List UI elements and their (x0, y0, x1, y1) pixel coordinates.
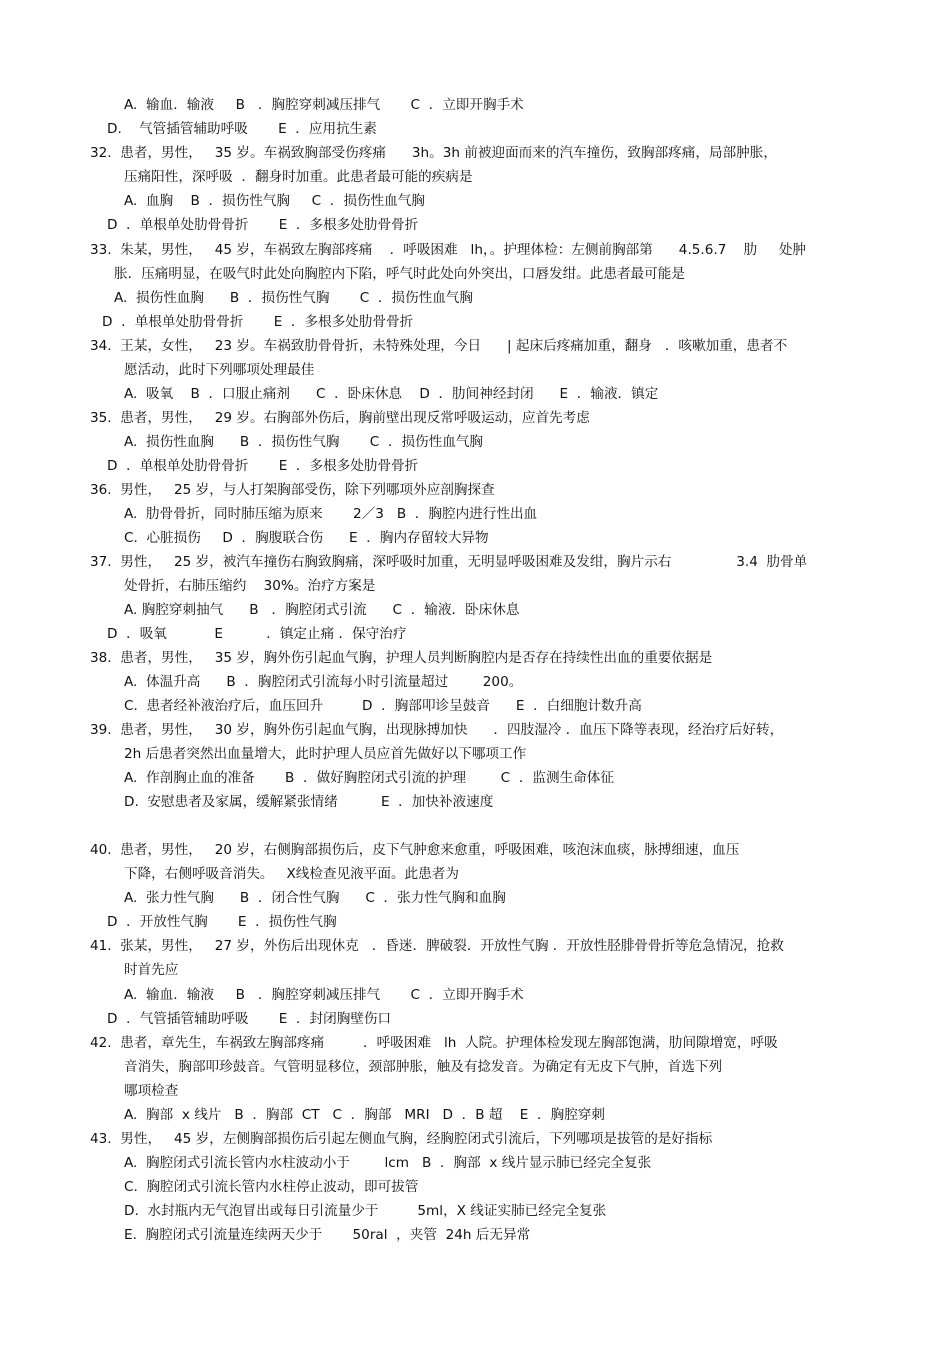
text-line: 下降，右侧呼吸音消失。 X线检查见液平面。此患者为 (124, 866, 459, 882)
text-line: 33. 朱某，男性， 45 岁，车祸致左胸部疼痛 ．呼吸困难 lh，。护理体检：左侧前胸部第 4.5.6.7 肋 处肿 (90, 242, 807, 258)
text-line: D ．气管插管辅助呼吸 E ．封闭胸壁伤口 (107, 1011, 392, 1027)
text-line: 时首先应 (124, 962, 179, 978)
text-line: 处骨折，右肺压缩约 30%。治疗方案是 (124, 578, 376, 594)
text-line: 愿活动，此时下列哪项处理最佳 (124, 362, 315, 378)
text-line: A. 胸腔闭式引流长管内水柱波动小于 lcm B ．胸部 x 线片显示肺已经完全复张 (124, 1155, 652, 1171)
text-line: 34. 王某，女性， 23 岁。车祸致肋骨骨折，未特殊处理，今日 | 起床后疼痛加重，翻身 ．咳嗽加重，患者不 (90, 338, 788, 354)
text-line: E. 胸腔闭式引流量连续两天少于 50ral ，夹管 24h 后无异常 (124, 1227, 531, 1243)
text-line: A. 张力性气胸 B ．闭合性气胸 C ．张力性气胸和血胸 (124, 890, 506, 906)
text-line: 32. 患者，男性， 35 岁。车祸致胸部受伤疼痛 3h。3h 前被迎面而来的汽车撞伤，致胸部疼痛，局部肿胀， (90, 145, 777, 161)
text-line: 43. 男性， 45 岁，左侧胸部损伤后引起左侧血气胸，经胸腔闭式引流后，下列哪项是拔管的是好指标 (90, 1131, 713, 1147)
text-line: 音消失，胸部叩珍鼓音。气管明显移位，颈部肿胀，触及有捻发音。为确定有无皮下气肿，首选下列 (124, 1059, 723, 1075)
text-line: 37. 男性， 25 岁，被汽车撞伤右胸致胸痛，深呼吸时加重，无明显呼吸困难及发绀，胸片示右 3.4 肋骨单 (90, 554, 808, 570)
text-line: C. 心脏损伤 D ．胸腹联合伤 E ．胸内存留较大异物 (124, 530, 489, 546)
text-line: A. 吸氧 B ．口服止痛剂 C ．卧床休息 D ．肋间神经封闭 E ．输液．镇定 (124, 386, 659, 402)
text-line: A. 血胸 B ．损伤性气胸 C ．损伤性血气胸 (124, 193, 425, 209)
text-line: 哪项检查 (124, 1083, 179, 1099)
text-line: C. 胸腔闭式引流长管内水柱停止波动，即可拔管 (124, 1179, 419, 1195)
text-line: A. 作剖胸止血的准备 B ．做好胸腔闭式引流的护理 C ．监测生命体征 (124, 770, 614, 786)
text-line: D ．开放性气胸 E ．损伤性气胸 (107, 914, 337, 930)
text-line: A. 输血．输液 B ．胸腔穿刺减压排气 C ．立即开胸手术 (124, 97, 524, 113)
text-line: A. 损伤性血胸 B ．损伤性气胸 C ．损伤性血气胸 (124, 434, 483, 450)
text-line: 39. 患者，男性， 30 岁，胸外伤引起血气胸，出现脉搏加快 ．四肢湿冷 ．血压下降等表现，经治疗后好转， (90, 722, 784, 738)
text-line: A. 胸腔穿刺抽气 B ．胸腔闭式引流 C ．输液．卧床休息 (124, 602, 520, 618)
text-line: D. 水封瓶内无气泡冒出或每日引流量少于 5ml，X 线证实肺已经完全复张 (124, 1203, 607, 1219)
text-line: 压痛阳性，深呼吸 ．翻身时加重。此患者最可能的疾病是 (124, 169, 473, 185)
text-line: 2h 后患者突然出血量增大，此时护理人员应首先做好以下哪项工作 (124, 746, 527, 762)
text-line: A. 肋骨骨折，同时肺压缩为原来 2／3 B ．胸腔内进行性出血 (124, 506, 538, 522)
text-line: 35. 患者，男性， 29 岁。右胸部外伤后，胸前壁出现反常呼吸运动，应首先考虑 (90, 410, 590, 426)
text-line: 41. 张某，男性， 27 岁，外伤后出现休克 ．昏迷．脾破裂．开放性气胸 ．开放性胫腓骨骨折等危急情况，抢救 (90, 938, 784, 954)
text-line: A. 输血．输液 B ．胸腔穿刺减压排气 C ．立即开胸手术 (124, 987, 524, 1003)
text-line: A. 体温升高 B ．胸腔闭式引流每小时引流量超过 200。 (124, 674, 523, 690)
text-line: C. 患者经补液治疗后，血压回升 D ．胸部叩诊呈鼓音 E ．白细胞计数升高 (124, 698, 642, 714)
text-line: D ．单根单处肋骨骨折 E ．多根多处肋骨骨折 (107, 458, 419, 474)
text-line: D ．单根单处肋骨骨折 E ．多根多处肋骨骨折 (102, 314, 414, 330)
text-line: A. 损伤性血胸 B ．损伤性气胸 C ．损伤性血气胸 (114, 290, 473, 306)
text-line: A. 胸部 x 线片 B ．胸部 CT C ．胸部 MRI D ．B 超 E ．胸腔穿刺 (124, 1107, 605, 1123)
text-line: D ．吸氧 E ．镇定止痛 ．保守治疗 (107, 626, 407, 642)
text-line: D. 安慰患者及家属，缓解紧张情绪 E ．加快补液速度 (124, 794, 494, 810)
text-line: 36. 男性， 25 岁，与人打架胸部受伤，除下列哪项外应剖胸探查 (90, 482, 495, 498)
text-line: 40. 患者，男性， 20 岁，右侧胸部损伤后，皮下气肿愈来愈重，呼吸困难，咳泡沫血痰，脉搏细速，血压 (90, 842, 740, 858)
text-line: 38. 患者，男性， 35 岁，胸外伤引起血气胸，护理人员判断胸腔内是否存在持续性出血的重要依据是 (90, 650, 713, 666)
text-line: 胀．压痛明显，在吸气时此处向胸腔内下陷，呼气时此处向外突出，口唇发绀。此患者最可能是 (114, 266, 685, 282)
text-line: 42. 患者，章先生，车祸致左胸部疼痛 ．呼吸困难 lh 人院。护理体检发现左胸部饱满，肋间隙增宽，呼吸 (90, 1035, 778, 1051)
text-line: D. 气管插管辅助呼吸 E ．应用抗生素 (107, 121, 377, 137)
text-line: D ．单根单处肋骨骨折 E ．多根多处肋骨骨折 (107, 217, 419, 233)
